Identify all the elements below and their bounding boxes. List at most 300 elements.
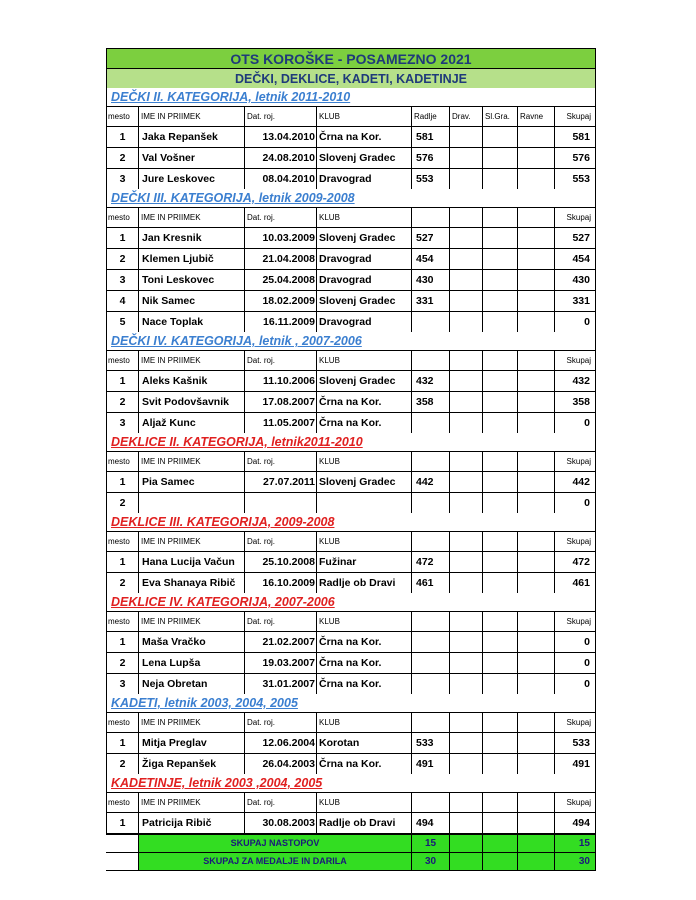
ravne-score-cell — [517, 148, 554, 168]
totals-slgra — [482, 853, 517, 870]
drav-score-cell — [449, 270, 482, 290]
column-header — [517, 351, 554, 370]
table-row — [106, 471, 596, 492]
table-row — [106, 168, 596, 189]
place-cell: 4 — [106, 291, 138, 311]
radlje-score-cell: 533 — [411, 733, 449, 753]
place-cell: 3 — [106, 270, 138, 290]
total-cell: 581 — [554, 127, 596, 147]
column-header — [517, 793, 554, 812]
ravne-score-cell — [517, 493, 554, 513]
drav-score-cell — [449, 148, 482, 168]
club-cell: Slovenj Gradec — [316, 371, 411, 391]
column-header: mesto — [106, 351, 138, 370]
total-cell: 491 — [554, 754, 596, 774]
column-header — [482, 351, 517, 370]
club-cell: Radlje ob Dravi — [316, 813, 411, 833]
radlje-score-cell: 461 — [411, 573, 449, 593]
total-cell: 430 — [554, 270, 596, 290]
drav-score-cell — [449, 813, 482, 833]
slgra-score-cell — [482, 249, 517, 269]
table-row — [106, 652, 596, 673]
name-cell: Neja Obretan — [138, 674, 244, 694]
totals-ravne — [517, 835, 554, 852]
column-header: mesto — [106, 107, 138, 126]
place-cell: 1 — [106, 228, 138, 248]
column-header: KLUB — [316, 107, 411, 126]
column-header — [482, 612, 517, 631]
column-header: Drav. — [449, 107, 482, 126]
place-cell: 1 — [106, 127, 138, 147]
column-header: Dat. roj. — [244, 208, 316, 227]
slgra-score-cell — [482, 169, 517, 189]
name-cell: Jure Leskovec — [138, 169, 244, 189]
slgra-score-cell — [482, 228, 517, 248]
column-header: mesto — [106, 612, 138, 631]
slgra-score-cell — [482, 493, 517, 513]
column-header: KLUB — [316, 713, 411, 732]
radlje-score-cell: 358 — [411, 392, 449, 412]
table-row — [106, 673, 596, 694]
birthdate-cell: 19.03.2007 — [244, 653, 316, 673]
club-cell: Slovenj Gradec — [316, 291, 411, 311]
column-header: IME IN PRIIMEK — [138, 208, 244, 227]
drav-score-cell — [449, 674, 482, 694]
birthdate-cell: 11.10.2006 — [244, 371, 316, 391]
category-title: KADETINJE, letnik 2003 ,2004, 2005 — [106, 774, 596, 792]
name-cell: Aljaž Kunc — [138, 413, 244, 433]
drav-score-cell — [449, 754, 482, 774]
column-header — [411, 351, 449, 370]
name-cell: Nik Samec — [138, 291, 244, 311]
ravne-score-cell — [517, 573, 554, 593]
totals-slgra — [482, 835, 517, 852]
column-header — [449, 532, 482, 551]
column-header — [449, 452, 482, 471]
slgra-score-cell — [482, 552, 517, 572]
column-header: IME IN PRIIMEK — [138, 713, 244, 732]
total-cell: 576 — [554, 148, 596, 168]
categories — [106, 88, 596, 834]
table-row — [106, 812, 596, 834]
column-header — [449, 793, 482, 812]
ravne-score-cell — [517, 754, 554, 774]
column-header — [517, 713, 554, 732]
name-cell: Patricija Ribič — [138, 813, 244, 833]
column-header — [411, 713, 449, 732]
column-header: Radlje — [411, 107, 449, 126]
birthdate-cell: 31.01.2007 — [244, 674, 316, 694]
total-cell: 461 — [554, 573, 596, 593]
birthdate-cell: 17.08.2007 — [244, 392, 316, 412]
name-cell: Maša Vračko — [138, 632, 244, 652]
club-cell: Dravograd — [316, 312, 411, 332]
totals-drav — [449, 835, 482, 852]
slgra-score-cell — [482, 371, 517, 391]
column-header — [411, 532, 449, 551]
ravne-score-cell — [517, 371, 554, 391]
place-cell: 2 — [106, 249, 138, 269]
table-row — [106, 311, 596, 332]
column-header: Dat. roj. — [244, 532, 316, 551]
club-cell: Dravograd — [316, 169, 411, 189]
total-cell: 442 — [554, 472, 596, 492]
club-cell: Radlje ob Dravi — [316, 573, 411, 593]
column-header: mesto — [106, 208, 138, 227]
column-header — [482, 452, 517, 471]
drav-score-cell — [449, 733, 482, 753]
drav-score-cell — [449, 392, 482, 412]
blank-cell — [106, 835, 138, 852]
total-cell: 0 — [554, 493, 596, 513]
slgra-score-cell — [482, 813, 517, 833]
club-cell: Slovenj Gradec — [316, 472, 411, 492]
birthdate-cell: 21.04.2008 — [244, 249, 316, 269]
ravne-score-cell — [517, 291, 554, 311]
drav-score-cell — [449, 228, 482, 248]
totals-label: SKUPAJ ZA MEDALJE IN DARILA — [138, 853, 411, 870]
name-cell: Mitja Preglav — [138, 733, 244, 753]
column-header: Dat. roj. — [244, 713, 316, 732]
column-header: Skupaj — [554, 793, 596, 812]
category-title: DEČKI II. KATEGORIJA, letnik 2011-2010 — [106, 88, 596, 106]
table-row — [106, 492, 596, 513]
column-header: IME IN PRIIMEK — [138, 532, 244, 551]
drav-score-cell — [449, 169, 482, 189]
place-cell: 5 — [106, 312, 138, 332]
column-header: mesto — [106, 532, 138, 551]
ravne-score-cell — [517, 632, 554, 652]
birthdate-cell: 10.03.2009 — [244, 228, 316, 248]
column-header — [449, 713, 482, 732]
birthdate-cell: 30.08.2003 — [244, 813, 316, 833]
column-header: KLUB — [316, 452, 411, 471]
column-header — [411, 612, 449, 631]
totals — [106, 834, 596, 871]
drav-score-cell — [449, 472, 482, 492]
birthdate-cell: 18.02.2009 — [244, 291, 316, 311]
radlje-score-cell — [411, 632, 449, 652]
name-cell: Val Vošner — [138, 148, 244, 168]
place-cell: 1 — [106, 632, 138, 652]
category-title: DEKLICE IV. KATEGORIJA, 2007-2006 — [106, 593, 596, 611]
totals-skupaj: 15 — [554, 835, 596, 852]
ravne-score-cell — [517, 552, 554, 572]
column-header — [449, 208, 482, 227]
total-cell: 527 — [554, 228, 596, 248]
blank-cell — [106, 853, 138, 870]
table-row — [106, 248, 596, 269]
totals-ravne — [517, 853, 554, 870]
place-cell: 1 — [106, 552, 138, 572]
ravne-score-cell — [517, 813, 554, 833]
club-cell: Dravograd — [316, 270, 411, 290]
column-header — [482, 713, 517, 732]
slgra-score-cell — [482, 472, 517, 492]
column-header — [411, 208, 449, 227]
table-row — [106, 551, 596, 572]
column-header: IME IN PRIIMEK — [138, 351, 244, 370]
club-cell: Črna na Kor. — [316, 392, 411, 412]
slgra-score-cell — [482, 270, 517, 290]
place-cell: 2 — [106, 573, 138, 593]
column-header: Skupaj — [554, 107, 596, 126]
column-header-row — [106, 531, 596, 551]
club-cell: Črna na Kor. — [316, 632, 411, 652]
birthdate-cell: 25.10.2008 — [244, 552, 316, 572]
total-cell: 331 — [554, 291, 596, 311]
ravne-score-cell — [517, 169, 554, 189]
table-row — [106, 126, 596, 147]
name-cell: Žiga Repanšek — [138, 754, 244, 774]
total-cell: 358 — [554, 392, 596, 412]
drav-score-cell — [449, 493, 482, 513]
birthdate-cell: 11.05.2007 — [244, 413, 316, 433]
slgra-score-cell — [482, 291, 517, 311]
club-cell: Črna na Kor. — [316, 653, 411, 673]
radlje-score-cell: 527 — [411, 228, 449, 248]
column-header-row — [106, 611, 596, 631]
name-cell: Lena Lupša — [138, 653, 244, 673]
ravne-score-cell — [517, 674, 554, 694]
name-cell: Toni Leskovec — [138, 270, 244, 290]
club-cell: Črna na Kor. — [316, 674, 411, 694]
column-header: mesto — [106, 793, 138, 812]
radlje-score-cell: 576 — [411, 148, 449, 168]
slgra-score-cell — [482, 733, 517, 753]
column-header — [449, 351, 482, 370]
totals-drav — [449, 853, 482, 870]
name-cell: Aleks Kašnik — [138, 371, 244, 391]
table-row — [106, 412, 596, 433]
slgra-score-cell — [482, 148, 517, 168]
column-header — [517, 532, 554, 551]
drav-score-cell — [449, 127, 482, 147]
name-cell: Jan Kresnik — [138, 228, 244, 248]
column-header — [517, 612, 554, 631]
totals-radlje: 30 — [411, 853, 449, 870]
drav-score-cell — [449, 291, 482, 311]
ravne-score-cell — [517, 413, 554, 433]
ravne-score-cell — [517, 472, 554, 492]
category-title: DEČKI III. KATEGORIJA, letnik 2009-2008 — [106, 189, 596, 207]
radlje-score-cell: 581 — [411, 127, 449, 147]
ravne-score-cell — [517, 249, 554, 269]
birthdate-cell: 25.04.2008 — [244, 270, 316, 290]
table-row — [106, 269, 596, 290]
column-header: KLUB — [316, 351, 411, 370]
drav-score-cell — [449, 371, 482, 391]
column-header: Sl.Gra. — [482, 107, 517, 126]
club-cell — [316, 493, 411, 513]
column-header: mesto — [106, 452, 138, 471]
column-header: IME IN PRIIMEK — [138, 107, 244, 126]
name-cell: Pia Samec — [138, 472, 244, 492]
column-header: Skupaj — [554, 713, 596, 732]
birthdate-cell: 26.04.2003 — [244, 754, 316, 774]
total-cell: 472 — [554, 552, 596, 572]
name-cell: Jaka Repanšek — [138, 127, 244, 147]
column-header: IME IN PRIIMEK — [138, 452, 244, 471]
drav-score-cell — [449, 413, 482, 433]
column-header: Ravne — [517, 107, 554, 126]
slgra-score-cell — [482, 312, 517, 332]
slgra-score-cell — [482, 127, 517, 147]
place-cell: 3 — [106, 169, 138, 189]
totals-row — [106, 852, 596, 871]
column-header: Dat. roj. — [244, 452, 316, 471]
category-title: KADETI, letnik 2003, 2004, 2005 — [106, 694, 596, 712]
birthdate-cell: 08.04.2010 — [244, 169, 316, 189]
total-cell: 0 — [554, 632, 596, 652]
sheet-subtitle: DEČKI, DEKLICE, KADETI, KADETINJE — [106, 68, 596, 88]
place-cell: 1 — [106, 813, 138, 833]
club-cell: Črna na Kor. — [316, 754, 411, 774]
birthdate-cell: 24.08.2010 — [244, 148, 316, 168]
club-cell: Slovenj Gradec — [316, 228, 411, 248]
place-cell: 1 — [106, 733, 138, 753]
place-cell: 3 — [106, 674, 138, 694]
table-row — [106, 227, 596, 248]
total-cell: 0 — [554, 312, 596, 332]
place-cell: 2 — [106, 653, 138, 673]
radlje-score-cell: 454 — [411, 249, 449, 269]
ravne-score-cell — [517, 312, 554, 332]
column-header-row — [106, 792, 596, 812]
place-cell: 3 — [106, 413, 138, 433]
total-cell: 0 — [554, 674, 596, 694]
table-row — [106, 631, 596, 652]
slgra-score-cell — [482, 754, 517, 774]
column-header: KLUB — [316, 793, 411, 812]
sheet-title: OTS KOROŠKE - POSAMEZNO 2021 — [106, 48, 596, 68]
column-header: Dat. roj. — [244, 351, 316, 370]
club-cell: Črna na Kor. — [316, 127, 411, 147]
total-cell: 533 — [554, 733, 596, 753]
table-row — [106, 732, 596, 753]
place-cell: 2 — [106, 493, 138, 513]
slgra-score-cell — [482, 573, 517, 593]
column-header: KLUB — [316, 532, 411, 551]
column-header-row — [106, 106, 596, 126]
drav-score-cell — [449, 312, 482, 332]
table-row — [106, 391, 596, 412]
ravne-score-cell — [517, 127, 554, 147]
category-title: DEKLICE III. KATEGORIJA, 2009-2008 — [106, 513, 596, 531]
radlje-score-cell — [411, 674, 449, 694]
place-cell: 2 — [106, 392, 138, 412]
radlje-score-cell: 472 — [411, 552, 449, 572]
place-cell: 2 — [106, 148, 138, 168]
radlje-score-cell: 442 — [411, 472, 449, 492]
totals-skupaj: 30 — [554, 853, 596, 870]
total-cell: 0 — [554, 653, 596, 673]
club-cell: Dravograd — [316, 249, 411, 269]
column-header: mesto — [106, 713, 138, 732]
column-header-row — [106, 712, 596, 732]
slgra-score-cell — [482, 392, 517, 412]
table-row — [106, 572, 596, 593]
results-sheet — [106, 48, 596, 871]
radlje-score-cell: 553 — [411, 169, 449, 189]
column-header: IME IN PRIIMEK — [138, 612, 244, 631]
column-header: Dat. roj. — [244, 793, 316, 812]
club-cell: Korotan — [316, 733, 411, 753]
drav-score-cell — [449, 552, 482, 572]
totals-row — [106, 834, 596, 852]
column-header-row — [106, 350, 596, 370]
club-cell: Slovenj Gradec — [316, 148, 411, 168]
radlje-score-cell: 430 — [411, 270, 449, 290]
ravne-score-cell — [517, 270, 554, 290]
slgra-score-cell — [482, 632, 517, 652]
column-header — [517, 208, 554, 227]
column-header — [449, 612, 482, 631]
total-cell: 454 — [554, 249, 596, 269]
column-header: Dat. roj. — [244, 107, 316, 126]
column-header — [482, 532, 517, 551]
column-header: Skupaj — [554, 612, 596, 631]
column-header — [482, 208, 517, 227]
ravne-score-cell — [517, 653, 554, 673]
drav-score-cell — [449, 653, 482, 673]
club-cell: Črna na Kor. — [316, 413, 411, 433]
column-header-row — [106, 207, 596, 227]
name-cell — [138, 493, 244, 513]
column-header: Skupaj — [554, 351, 596, 370]
radlje-score-cell: 491 — [411, 754, 449, 774]
totals-label: SKUPAJ NASTOPOV — [138, 835, 411, 852]
totals-radlje: 15 — [411, 835, 449, 852]
total-cell: 553 — [554, 169, 596, 189]
total-cell: 0 — [554, 413, 596, 433]
birthdate-cell — [244, 493, 316, 513]
table-row — [106, 753, 596, 774]
drav-score-cell — [449, 249, 482, 269]
column-header-row — [106, 451, 596, 471]
slgra-score-cell — [482, 674, 517, 694]
name-cell: Eva Shanaya Ribič — [138, 573, 244, 593]
slgra-score-cell — [482, 413, 517, 433]
column-header — [411, 452, 449, 471]
place-cell: 2 — [106, 754, 138, 774]
birthdate-cell: 12.06.2004 — [244, 733, 316, 753]
total-cell: 432 — [554, 371, 596, 391]
column-header — [411, 793, 449, 812]
radlje-score-cell — [411, 312, 449, 332]
name-cell: Nace Toplak — [138, 312, 244, 332]
radlje-score-cell — [411, 413, 449, 433]
column-header: Skupaj — [554, 208, 596, 227]
name-cell: Svit Podovšavnik — [138, 392, 244, 412]
ravne-score-cell — [517, 733, 554, 753]
radlje-score-cell — [411, 653, 449, 673]
birthdate-cell: 13.04.2010 — [244, 127, 316, 147]
ravne-score-cell — [517, 228, 554, 248]
place-cell: 1 — [106, 472, 138, 492]
table-row — [106, 290, 596, 311]
table-row — [106, 370, 596, 391]
column-header: Skupaj — [554, 532, 596, 551]
category-title: DEČKI IV. KATEGORIJA, letnik , 2007-2006 — [106, 332, 596, 350]
column-header — [482, 793, 517, 812]
radlje-score-cell: 432 — [411, 371, 449, 391]
radlje-score-cell: 494 — [411, 813, 449, 833]
total-cell: 494 — [554, 813, 596, 833]
birthdate-cell: 21.02.2007 — [244, 632, 316, 652]
table-row — [106, 147, 596, 168]
ravne-score-cell — [517, 392, 554, 412]
